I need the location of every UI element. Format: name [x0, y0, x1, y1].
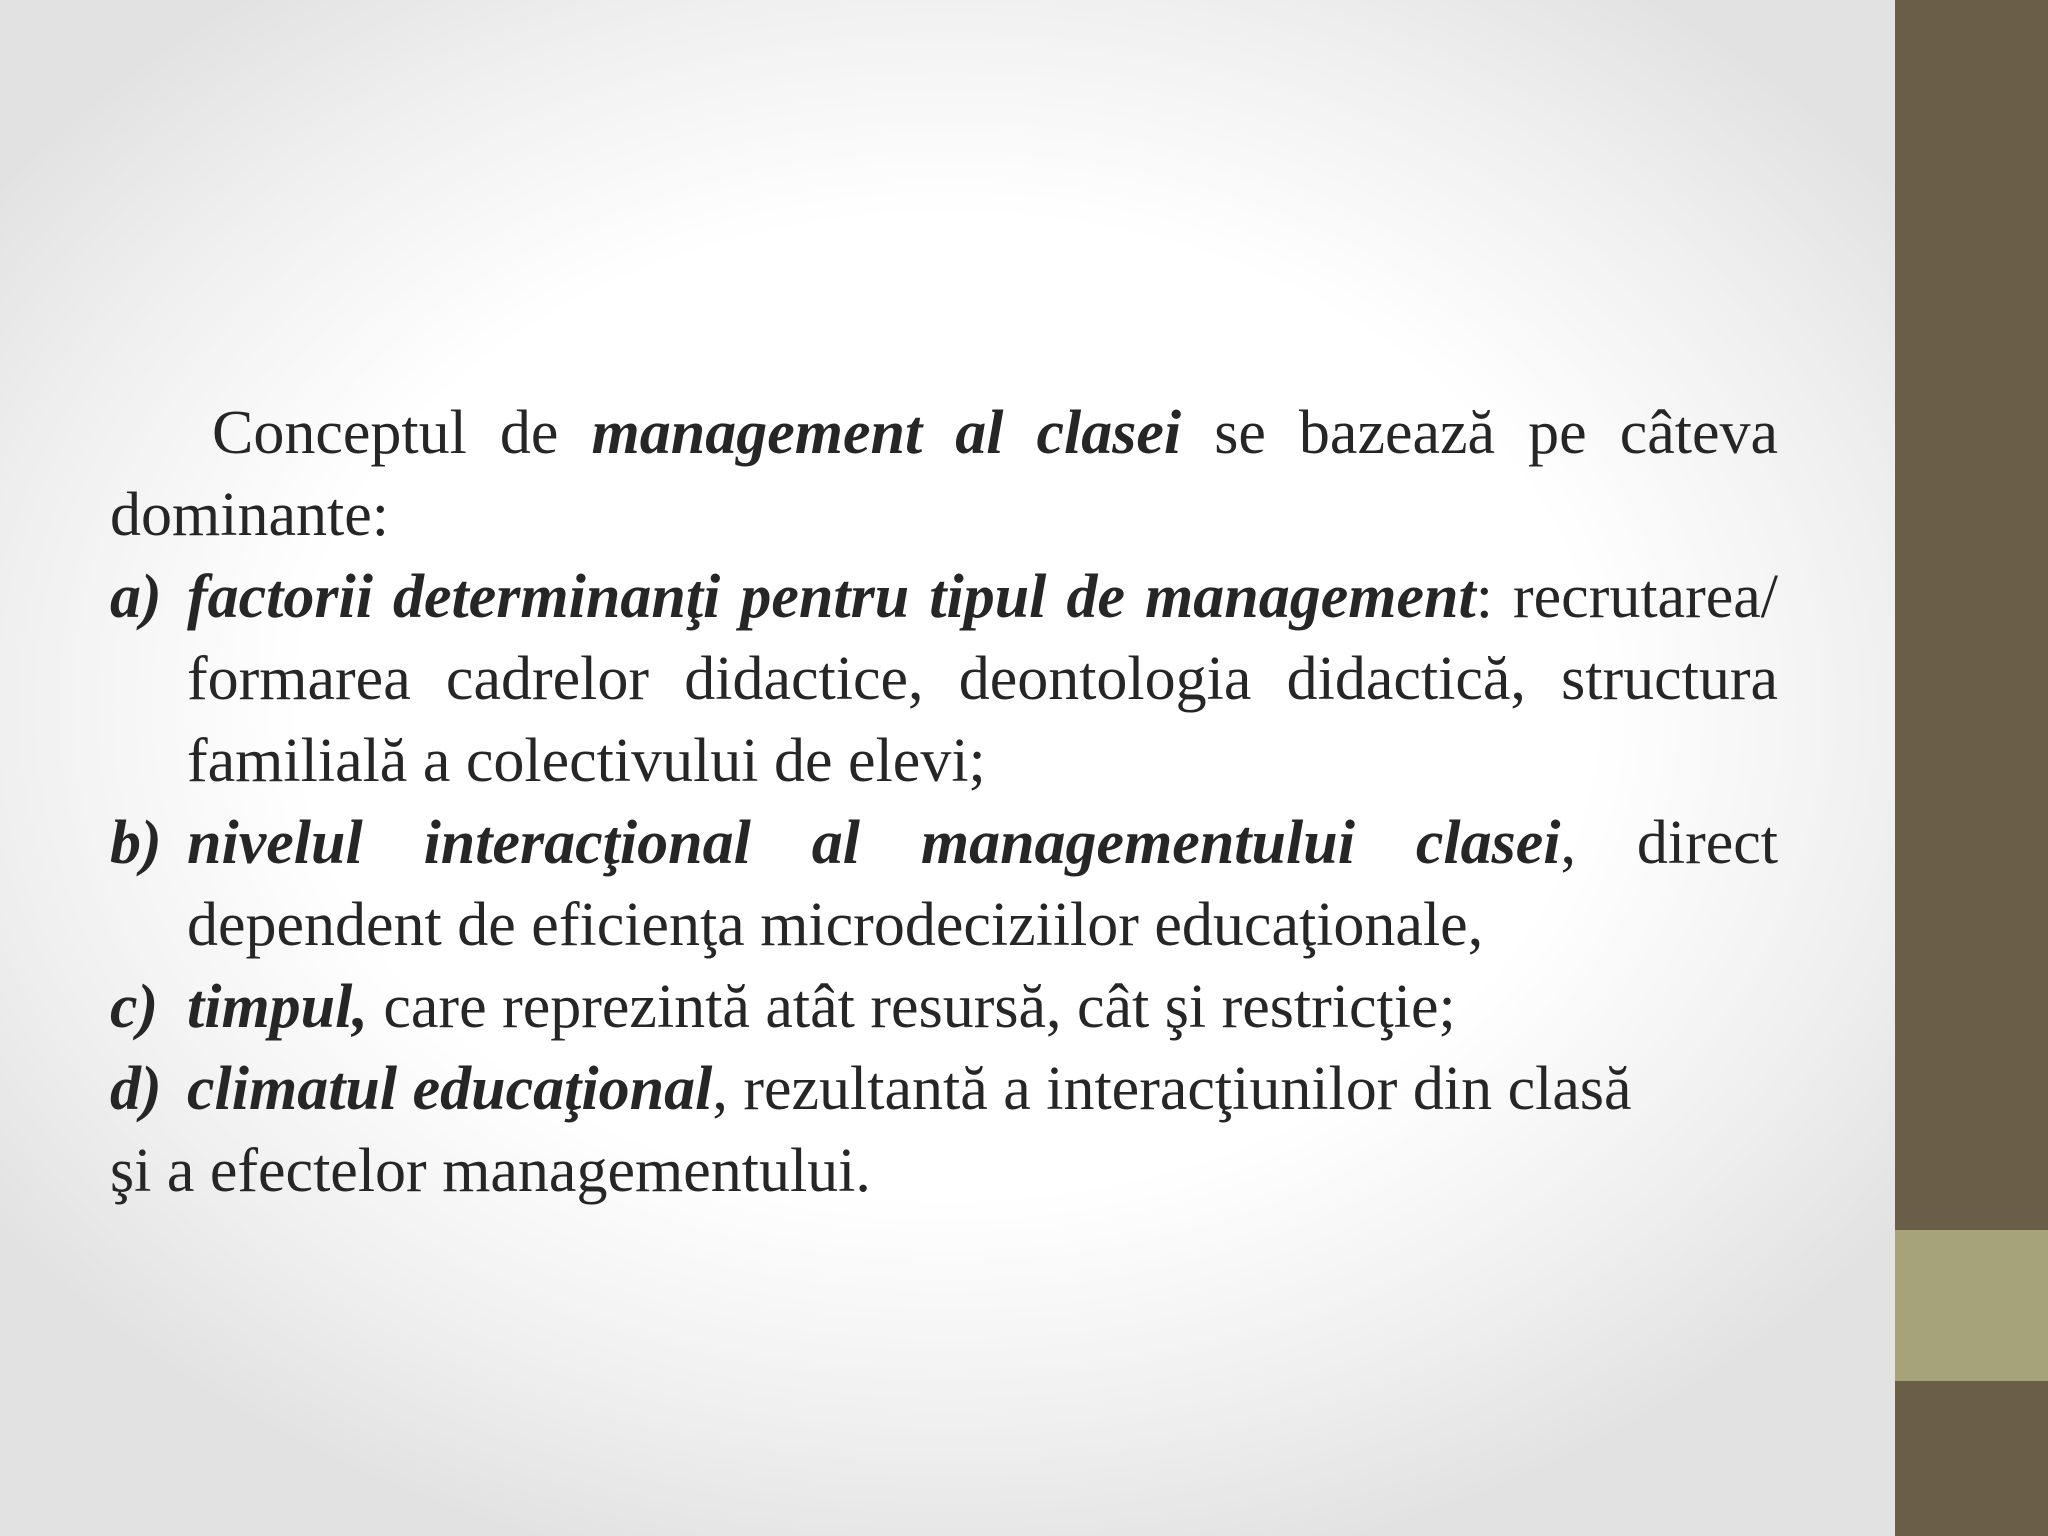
list-item	[110, 802, 1778, 966]
list-item-body	[187, 802, 1778, 966]
list-item-emphasis: nivelul interacţional al managementului clasei	[187, 809, 1561, 877]
list-item-marker: c)	[110, 973, 159, 1041]
slide-sidebar-accent	[1895, 1230, 2048, 1381]
list-item-emphasis: climatul educaţional	[187, 1055, 713, 1123]
list-item-body	[187, 556, 1778, 802]
list-item-marker: a)	[110, 563, 162, 631]
closing-line: şi a efectelor managementului.	[110, 1137, 871, 1205]
list-item-text: : recrutarea/ formarea cadrelor didactice, deontologia didactică, structura familială a colectivului de elevi;	[187, 563, 1778, 795]
list-item-emphasis: timpul,	[187, 973, 368, 1041]
slide-body	[110, 392, 1778, 1212]
intro-emphasis: management al clasei	[591, 399, 1182, 467]
list-item-emphasis: factorii determinanţi pentru tipul de management	[187, 563, 1476, 631]
dominants-list	[110, 556, 1778, 1130]
list-item	[110, 966, 1778, 1048]
list-item-marker: d)	[110, 1055, 162, 1123]
list-item-text: , rezultantă a interacţiunilor din clasă	[712, 1055, 1632, 1123]
intro-text-after: se bazează pe câteva dominante:	[110, 399, 1778, 549]
list-item	[110, 556, 1778, 802]
list-item	[110, 1048, 1778, 1130]
list-item-text: care reprezintă atât resursă, cât şi restricţie;	[367, 973, 1456, 1041]
intro-text-before: Conceptul de	[212, 399, 592, 467]
list-item-body	[187, 1048, 1778, 1130]
intro-paragraph	[110, 392, 1778, 556]
list-item-text: , direct dependent de eficienţa microdeciziilor educaţionale,	[187, 809, 1778, 959]
list-item-body	[187, 966, 1778, 1048]
list-item-marker: b)	[110, 809, 162, 877]
